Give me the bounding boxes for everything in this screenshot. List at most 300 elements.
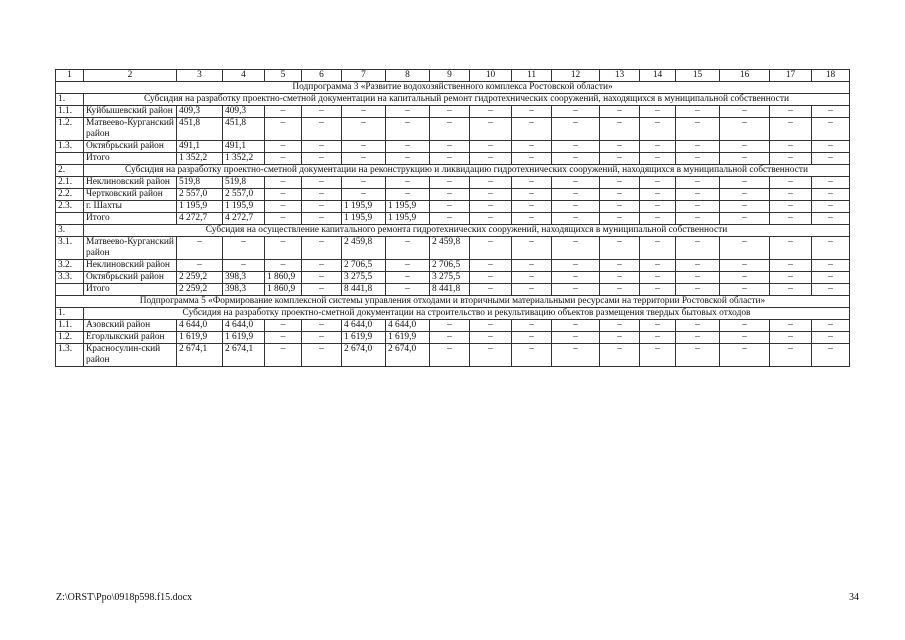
value-cell: – [720,141,770,153]
section-row [56,165,850,177]
value-cell: – [430,201,470,213]
value-cell: – [265,106,302,118]
column-number-cell: 15 [676,70,720,82]
value-cell: 2 259,2 [177,272,223,284]
value-cell: 1 619,9 [177,332,223,344]
table-row [56,272,850,284]
section-title: Субсидия на осуществление капитального ремонта гидротехнических сооружений, находящихся в муниципальной собственности [84,225,850,237]
value-cell: – [770,118,812,141]
column-number-cell: 13 [600,70,640,82]
row-name: Куйбышевский район [84,106,177,118]
value-cell: 2 459,8 [342,237,386,260]
value-cell: – [265,237,302,260]
value-cell: – [720,118,770,141]
value-cell: – [812,189,850,201]
row-name: Неклиновский район [84,177,177,189]
value-cell: 2 557,0 [177,189,223,201]
table-row [56,118,850,141]
value-cell: 2 459,8 [430,237,470,260]
value-cell: – [342,153,386,165]
column-number-cell: 16 [720,70,770,82]
value-cell: – [512,177,552,189]
value-cell: – [302,284,342,296]
value-cell: – [720,189,770,201]
value-cell: – [600,272,640,284]
value-cell: – [640,201,676,213]
value-cell: – [386,177,430,189]
value-cell: – [430,213,470,225]
value-cell: 3 275,5 [430,272,470,284]
value-cell: – [600,106,640,118]
value-cell: – [470,284,512,296]
row-name: Матвеево-Курганский район [84,118,177,141]
value-cell: – [640,189,676,201]
value-cell: – [342,118,386,141]
section-number: 3. [56,225,84,237]
value-cell: – [812,118,850,141]
value-cell: – [770,141,812,153]
value-cell: – [512,260,552,272]
value-cell: – [676,201,720,213]
value-cell: – [265,320,302,332]
value-cell: – [720,272,770,284]
value-cell: – [812,272,850,284]
value-cell: 4 272,7 [177,213,223,225]
value-cell: – [600,213,640,225]
value-cell: – [552,320,600,332]
value-cell: 409,3 [223,106,265,118]
value-cell: – [676,284,720,296]
row-number: 1.2. [56,332,84,344]
column-number-cell: 17 [770,70,812,82]
value-cell: – [342,106,386,118]
value-cell: – [342,141,386,153]
value-cell: 4 644,0 [177,320,223,332]
column-number-cell: 2 [84,70,177,82]
column-number-cell: 12 [552,70,600,82]
value-cell: – [512,153,552,165]
value-cell: – [720,237,770,260]
value-cell: – [640,153,676,165]
value-cell: – [302,177,342,189]
value-cell: – [600,260,640,272]
value-cell: – [302,141,342,153]
value-cell: – [640,320,676,332]
value-cell: – [265,153,302,165]
value-cell: – [770,320,812,332]
value-cell: – [302,153,342,165]
row-name: Итого [84,153,177,165]
value-cell: – [430,141,470,153]
value-cell: – [676,213,720,225]
row-number: 2.2. [56,189,84,201]
value-cell: – [470,272,512,284]
value-cell: – [720,213,770,225]
value-cell: 398,3 [223,284,265,296]
value-cell: – [552,118,600,141]
value-cell: 1 195,9 [386,213,430,225]
value-cell: – [770,106,812,118]
row-name: г. Шахты [84,201,177,213]
value-cell: – [720,332,770,344]
table-row [56,153,850,165]
section-number: 1. [56,308,84,320]
section-row [56,94,850,106]
section-number: 2. [56,165,84,177]
value-cell: 2 259,2 [177,284,223,296]
value-cell: – [640,284,676,296]
value-cell: – [676,153,720,165]
value-cell: – [552,344,600,367]
value-cell: – [386,141,430,153]
value-cell: – [552,332,600,344]
value-cell: – [770,153,812,165]
table-row [56,320,850,332]
column-number-cell: 9 [430,70,470,82]
value-cell: 398,3 [223,272,265,284]
row-number: 3.1. [56,237,84,260]
value-cell: – [812,344,850,367]
value-cell: – [770,332,812,344]
value-cell: – [470,237,512,260]
table-row [56,189,850,201]
footer-page-number: 34 [849,592,859,603]
column-number-cell: 1 [56,70,84,82]
row-name: Матвеево-Курганский район [84,237,177,260]
subprogram-row [56,82,850,94]
value-cell: – [512,106,552,118]
value-cell: – [600,201,640,213]
column-number-cell: 4 [223,70,265,82]
value-cell: 491,1 [177,141,223,153]
column-number-cell: 3 [177,70,223,82]
section-row [56,308,850,320]
section-row [56,225,850,237]
table-row [56,284,850,296]
value-cell: – [720,177,770,189]
value-cell: – [386,260,430,272]
row-name: Азовский район [84,320,177,332]
value-cell: – [552,237,600,260]
value-cell: – [552,201,600,213]
table-row [56,213,850,225]
row-number [56,213,84,225]
value-cell: – [552,153,600,165]
section-title: Субсидия на разработку проектно-сметной документации на строительство и рекультивацию объектов размещения твердых бытовых отходов [84,308,850,320]
value-cell: – [770,272,812,284]
row-number: 1.2. [56,118,84,141]
value-cell: – [812,141,850,153]
value-cell: – [812,106,850,118]
value-cell: – [640,332,676,344]
column-number-cell: 8 [386,70,430,82]
value-cell: – [265,213,302,225]
value-cell: – [600,177,640,189]
value-cell: 2 674,0 [342,344,386,367]
row-name: Неклиновский район [84,260,177,272]
value-cell: – [512,272,552,284]
value-cell: – [640,260,676,272]
value-cell: – [600,153,640,165]
value-cell: – [812,213,850,225]
column-number-cell: 7 [342,70,386,82]
value-cell: 1 352,2 [177,153,223,165]
value-cell: 4 272,7 [223,213,265,225]
value-cell: – [600,332,640,344]
value-cell: 451,8 [177,118,223,141]
value-cell: – [812,153,850,165]
value-cell: 451,8 [223,118,265,141]
row-number: 3.3. [56,272,84,284]
value-cell: – [386,153,430,165]
column-number-cell: 11 [512,70,552,82]
value-cell: – [676,272,720,284]
value-cell: – [386,237,430,260]
value-cell: – [302,118,342,141]
table-row [56,141,850,153]
value-cell: – [812,201,850,213]
value-cell: – [676,320,720,332]
value-cell: – [430,177,470,189]
value-cell: 1 352,2 [223,153,265,165]
value-cell: 2 706,5 [342,260,386,272]
value-cell: – [640,344,676,367]
row-number: 1.3. [56,344,84,367]
value-cell: – [302,237,342,260]
value-cell: – [600,189,640,201]
row-name: Егорлыкский район [84,332,177,344]
value-cell: – [470,153,512,165]
value-cell: – [812,260,850,272]
value-cell: – [640,177,676,189]
row-number: 1.1. [56,106,84,118]
value-cell: – [386,118,430,141]
value-cell: – [812,284,850,296]
value-cell: – [470,141,512,153]
value-cell: – [430,106,470,118]
table-row [56,332,850,344]
value-cell: – [265,118,302,141]
value-cell: – [770,189,812,201]
value-cell: – [600,320,640,332]
subprogram-title: Подпрограмма 3 «Развитие водохозяйственного комплекса Ростовской области» [56,82,850,94]
value-cell: – [552,213,600,225]
value-cell: – [640,213,676,225]
value-cell: – [720,153,770,165]
value-cell: – [676,237,720,260]
value-cell: – [640,237,676,260]
column-number-cell: 5 [265,70,302,82]
value-cell: 3 275,5 [342,272,386,284]
value-cell: – [430,153,470,165]
value-cell: – [430,189,470,201]
value-cell: – [430,344,470,367]
row-name: Итого [84,213,177,225]
value-cell: – [552,106,600,118]
row-number: 3.2. [56,260,84,272]
value-cell: – [302,201,342,213]
subprogram-row [56,296,850,308]
value-cell: – [676,332,720,344]
value-cell: – [600,118,640,141]
value-cell: 1 195,9 [342,213,386,225]
value-cell: – [342,177,386,189]
table-row [56,177,850,189]
row-number: 1.3. [56,141,84,153]
value-cell: – [640,272,676,284]
table-row [56,106,850,118]
value-cell: – [770,237,812,260]
value-cell: – [640,141,676,153]
value-cell: – [552,141,600,153]
column-number-cell: 6 [302,70,342,82]
row-number: 2.1. [56,177,84,189]
value-cell: – [223,237,265,260]
row-number [56,284,84,296]
value-cell: – [552,284,600,296]
value-cell: 4 644,0 [342,320,386,332]
value-cell: – [265,141,302,153]
value-cell: – [770,177,812,189]
row-number [56,153,84,165]
value-cell: – [302,272,342,284]
value-cell: 4 644,0 [223,320,265,332]
value-cell: – [676,106,720,118]
value-cell: – [720,106,770,118]
value-cell: – [177,260,223,272]
value-cell: – [302,332,342,344]
row-name: Октябрьский район [84,272,177,284]
value-cell: 1 195,9 [223,201,265,213]
row-number: 2.3. [56,201,84,213]
value-cell: – [676,344,720,367]
value-cell: 2 674,1 [223,344,265,367]
row-name: Октябрьский район [84,141,177,153]
value-cell: – [812,332,850,344]
value-cell: – [386,284,430,296]
value-cell: – [812,320,850,332]
value-cell: 8 441,8 [342,284,386,296]
value-cell: – [600,141,640,153]
value-cell: – [470,189,512,201]
value-cell: – [265,189,302,201]
table-row [56,344,850,367]
value-cell: – [470,320,512,332]
value-cell: – [640,106,676,118]
value-cell: – [600,344,640,367]
value-cell: 491,1 [223,141,265,153]
value-cell: – [770,213,812,225]
value-cell: – [386,189,430,201]
value-cell: – [812,177,850,189]
value-cell: – [470,118,512,141]
value-cell: – [512,320,552,332]
value-cell: – [676,260,720,272]
value-cell: 8 441,8 [430,284,470,296]
value-cell: – [552,272,600,284]
footer-file-path: Z:\ORST\Ppo\0918p598.f15.docx [56,592,193,603]
table-row [56,260,850,272]
value-cell: – [770,344,812,367]
subprogram-title: Подпрограмма 5 «Формирование комплексной системы управления отходами и вторичными материальными ресурсами на территории Ростовской области» [56,296,850,308]
value-cell: 1 195,9 [342,201,386,213]
value-cell: – [676,177,720,189]
value-cell: – [470,332,512,344]
value-cell: 519,8 [177,177,223,189]
value-cell: – [640,118,676,141]
value-cell: – [812,237,850,260]
document-sheet [55,69,850,367]
value-cell: – [720,344,770,367]
value-cell: – [470,260,512,272]
section-title: Субсидия на разработку проектно-сметной документации на капитальный ремонт гидротехнических сооружений, находящихся в муниципальной собственности [84,94,850,106]
section-number: 1. [56,94,84,106]
value-cell: – [430,320,470,332]
value-cell: – [265,260,302,272]
value-cell: 1 195,9 [177,201,223,213]
value-cell: – [720,260,770,272]
value-cell: – [600,284,640,296]
value-cell: – [470,177,512,189]
value-cell: – [512,189,552,201]
value-cell: – [430,332,470,344]
value-cell: – [470,201,512,213]
value-cell: 409,3 [177,106,223,118]
table-body [56,70,850,367]
value-cell: – [512,344,552,367]
column-number-cell: 18 [812,70,850,82]
column-number-cell: 14 [640,70,676,82]
value-cell: – [265,201,302,213]
value-cell: – [676,189,720,201]
value-cell: – [302,106,342,118]
column-number-row [56,70,850,82]
value-cell: – [386,272,430,284]
value-cell: – [512,284,552,296]
value-cell: – [770,284,812,296]
table-row [56,201,850,213]
value-cell: – [386,106,430,118]
value-cell: – [265,177,302,189]
value-cell: – [600,237,640,260]
value-cell: – [512,141,552,153]
value-cell: – [342,189,386,201]
value-cell: – [676,118,720,141]
value-cell: 1 860,9 [265,272,302,284]
table-row [56,237,850,260]
value-cell: – [302,344,342,367]
value-cell: 2 674,1 [177,344,223,367]
value-cell: 4 644,0 [386,320,430,332]
section-title: Субсидия на разработку проектно-сметной документации на реконструкцию и ликвидацию гидротехнических сооружений, находящихся в муниципальной собственности [84,165,850,177]
value-cell: – [720,320,770,332]
value-cell: – [470,344,512,367]
value-cell: – [552,177,600,189]
column-number-cell: 10 [470,70,512,82]
value-cell: – [720,284,770,296]
value-cell: – [552,189,600,201]
value-cell: – [512,201,552,213]
row-name: Чертковский район [84,189,177,201]
value-cell: – [265,332,302,344]
value-cell: – [430,118,470,141]
value-cell: 1 619,9 [386,332,430,344]
row-name: Итого [84,284,177,296]
budget-table [55,69,850,367]
value-cell: – [552,260,600,272]
value-cell: – [512,213,552,225]
value-cell: 2 557,0 [223,189,265,201]
